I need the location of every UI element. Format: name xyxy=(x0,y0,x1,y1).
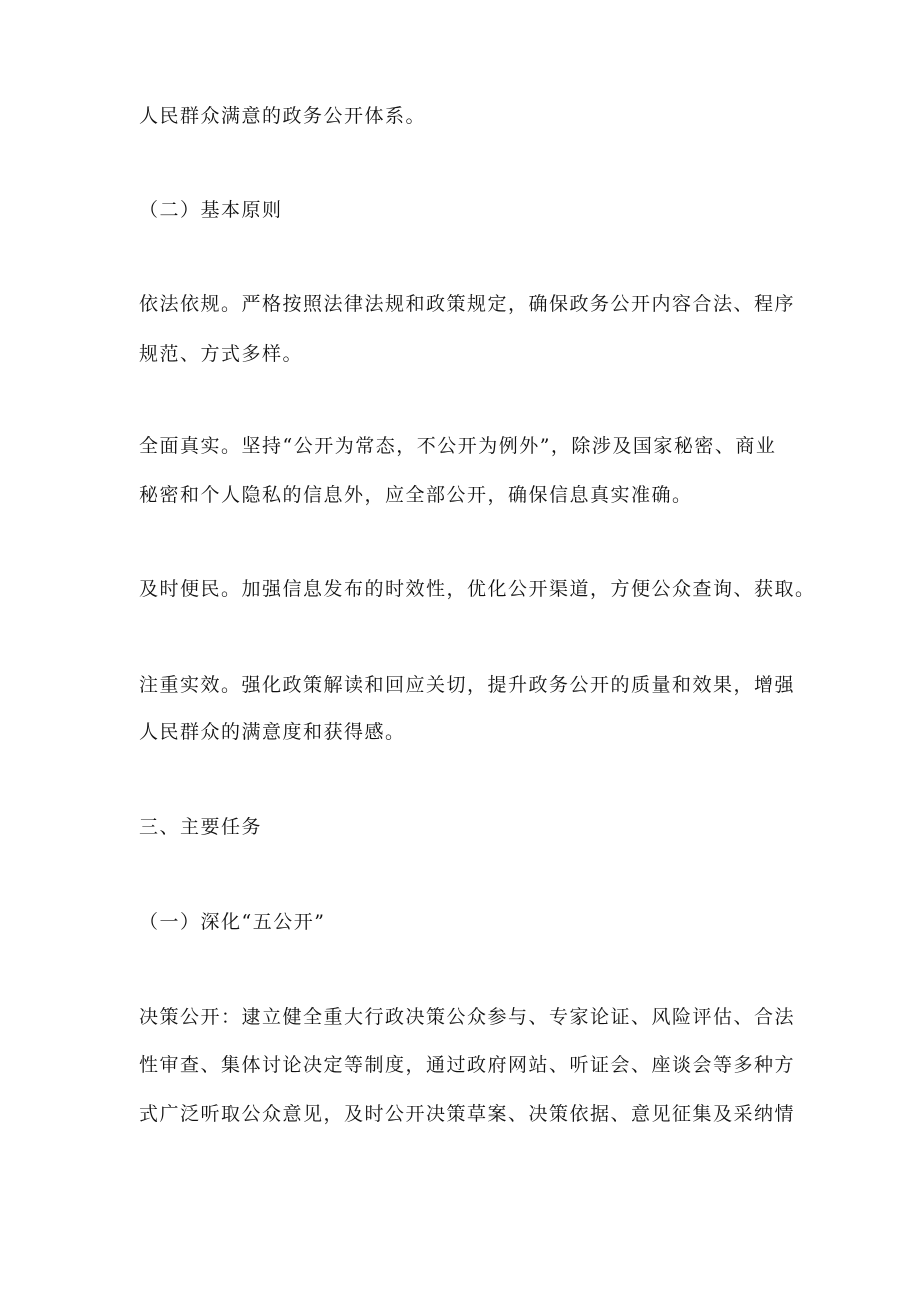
text-line: 全面真实。坚持“公开为常态，不公开为例外”，除涉及国家秘密、商业 xyxy=(139,435,777,457)
section-heading: （二）基本原则 xyxy=(139,199,283,221)
text-line: 决策公开：逮立健全重大行政决策公众参与、专家论证、风险评估、合法 xyxy=(139,1006,796,1028)
text-line: 规范、方式多样。 xyxy=(139,343,304,365)
text-line: 秘密和个人隐私的信息外，应全部公开，确保信息真实准确。 xyxy=(139,484,693,506)
text-line: 式广泛听取公众意见，及时公开决策草案、决策依据、意见征集及采纳情 xyxy=(139,1103,796,1125)
text-line: 人民群众的满意度和获得感。 xyxy=(139,721,406,743)
section-heading: （一）深化“五公开” xyxy=(139,911,326,933)
text-line: 注重实效。强化政策解读和回应关切，提升政务公开的质量和效果，增强 xyxy=(139,674,796,696)
text-line: 人民群众满意的政务公开体系。 xyxy=(139,105,427,127)
text-line: 性审查、集体讨论决定等制度，通过政府网站、听证会、座谈会等多种方 xyxy=(139,1054,796,1076)
text-line: 及时便民。加强信息发布的时效性，优化公开渠道，方便公众查询、获取。 xyxy=(139,578,816,600)
section-heading: 三、主要任务 xyxy=(139,816,263,838)
text-line: 依法依规。严格按照法律法规和政策规定，确保政务公开内容合法、程序 xyxy=(139,293,796,315)
